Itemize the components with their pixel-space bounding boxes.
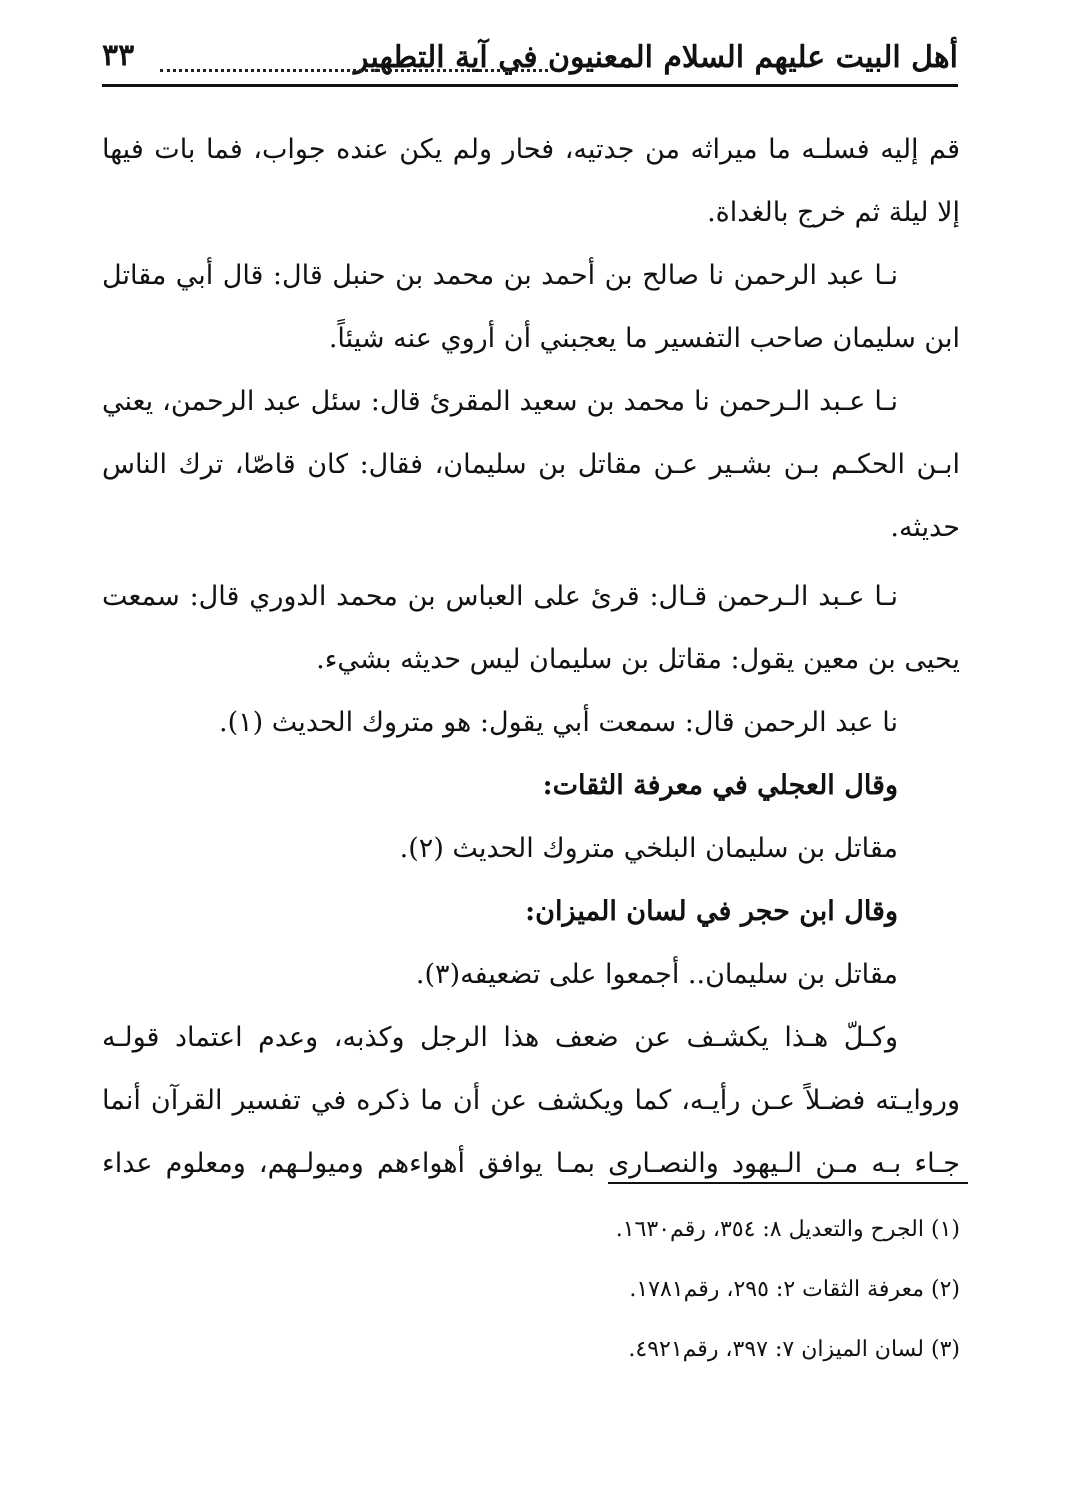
running-header-title: أهل البيت عليهم السلام المعنيون في آية التطهير [353,40,958,75]
text-line: إلا ليلة ثم خرج بالغداة. [707,197,960,228]
running-header [102,38,958,84]
text-line: ابـن الحكـم بـن بشـير عـن مقاتل بن سليمان، فقال: كان قاصّا، ترك الناس [102,449,960,480]
page-number: ٣٣ [102,38,135,73]
footnote: (٣) لسان الميزان ٧: ٣٩٧، رقم٤٩٢١. [628,1337,960,1362]
quote-line: مقاتل بن سليمان البلخي متروك الحديث (٢). [399,833,898,864]
quote-line: مقاتل بن سليمان.. أجمعوا على تضعيفه(٣). [415,959,898,990]
text-line: قم إليه فسلـه ما ميراثه من جدتيه، فحار ولم يكن عنده جواب، فما بات فيها [102,134,960,165]
section-heading: وقال العجلي في معرفة الثقات: [542,770,898,801]
footnote-separator [608,1182,968,1184]
footnote: (٢) معرفة الثقات ٢: ٢٩٥، رقم١٧٨١. [629,1277,960,1302]
text-line: نـا عبد الرحمن نا صالح بن أحمد بن محمد بن حنبل قال: قال أبي مقاتل [102,260,898,291]
text-line: نا عبد الرحمن قال: سمعت أبي يقول: هو متروك الحديث (١). [219,707,898,738]
section-heading: وقال ابن حجر في لسان الميزان: [525,896,898,927]
text-line: نـا عـبد الـرحمن نا محمد بن سعيد المقرئ قال: سئل عبد الرحمن، يعني [102,386,898,417]
footnote: (١) الجرح والتعديل ٨: ٣٥٤، رقم١٦٣٠. [615,1217,960,1242]
text-line: نـا عـبد الـرحمن قـال: قرئ على العباس بن محمد الدوري قال: سمعت [102,581,898,612]
header-rule [102,84,958,87]
text-line: حديثه. [890,512,960,543]
footnotes [102,1200,960,1380]
text-line: يحيى بن معين يقول: مقاتل بن سليمان ليس حديثه بشيء. [316,644,960,675]
text-line: جـاء بـه مـن الـيهود والنصـارى بمـا يوافق أهواءهم وميولـهم، ومعلوم عداء [102,1148,960,1179]
text-line: وروايـته فضـلاً عـن رأيـه، كما ويكشف عن أن ما ذكره في تفسير القرآن أنما [102,1085,960,1116]
text-line: وكـلّ هـذا يكشـف عن ضعف هذا الرجل وكذبه، وعدم اعتماد قولـه [102,1022,898,1053]
text-line: ابن سليمان صاحب التفسير ما يعجبني أن أروي عنه شيئاً. [328,323,960,354]
header-dot-leader [160,69,548,72]
main-text [102,118,960,1195]
